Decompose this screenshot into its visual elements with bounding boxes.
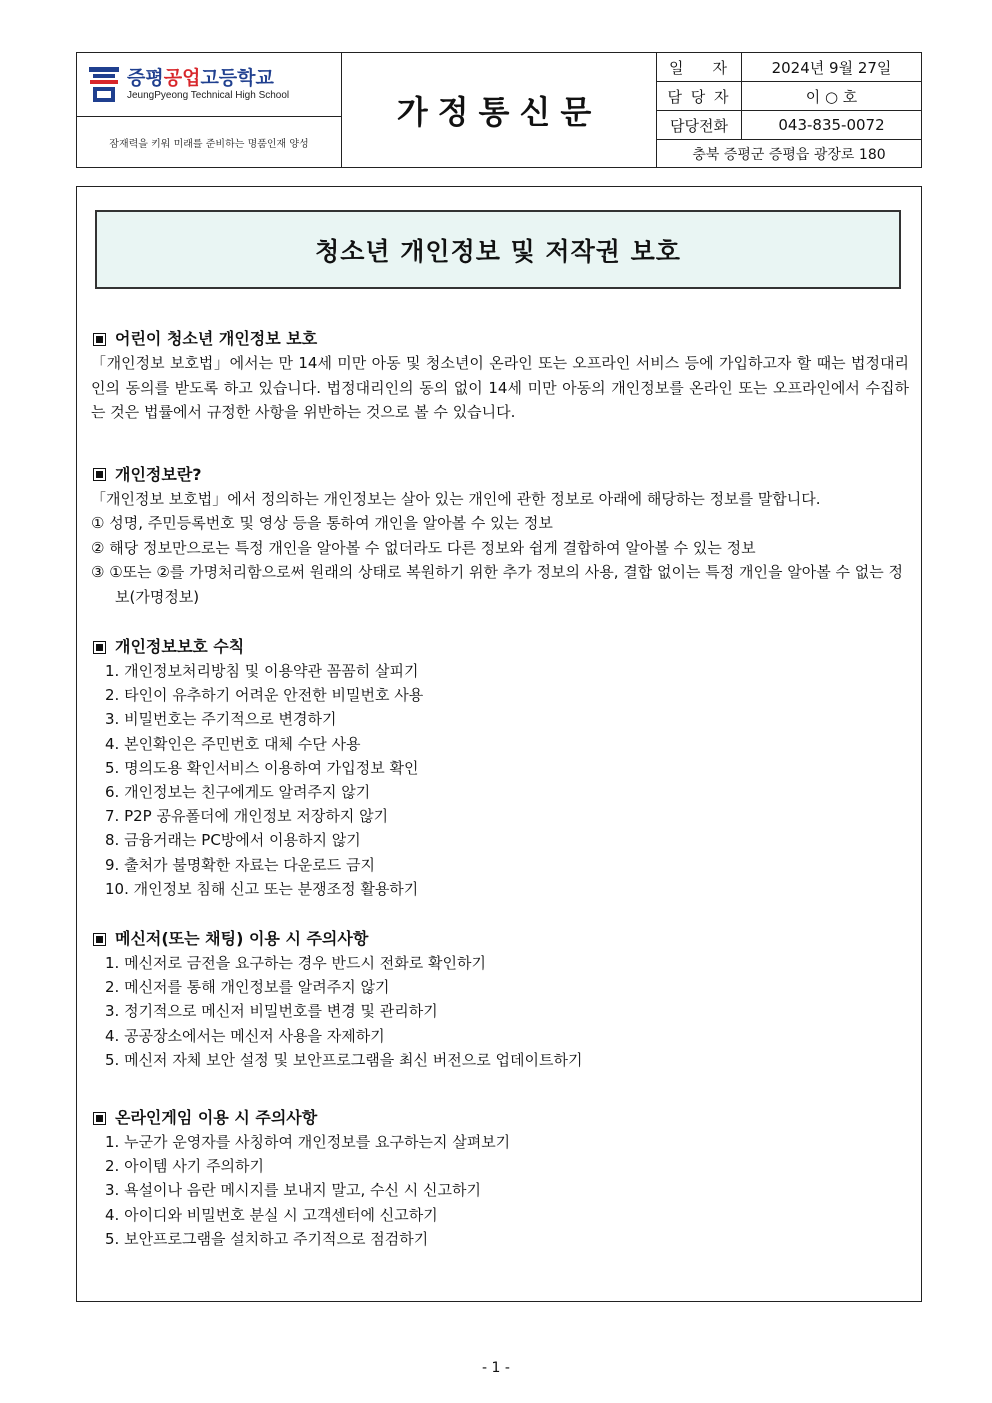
list-item: 9. 출처가 불명확한 자료는 다운로드 금지 <box>105 855 375 874</box>
square-bullet-icon <box>93 468 106 481</box>
school-logo-area <box>77 53 342 167</box>
list-item: 5. 보안프로그램을 설치하고 주기적으로 점검하기 <box>105 1229 429 1248</box>
section-body: 「개인정보 보호법」에서 정의하는 개인정보는 살아 있는 개인에 관한 정보로 아래에 해당하는 정보를 말합니다. <box>91 489 821 508</box>
document-title: 가정통신문 <box>396 93 602 131</box>
section-heading: 개인정보란? <box>91 463 909 487</box>
list-item: 1. 개인정보처리방침 및 이용약관 꼼꼼히 살피기 <box>105 662 419 680</box>
section-heading: 개인정보보호 수칙 <box>91 635 909 659</box>
square-bullet-icon <box>93 641 106 654</box>
school-motto: 잠재력을 키워 미래를 준비하는 명품인재 양성 <box>109 138 309 150</box>
list-item: 4. 아이디와 비밀번호 분실 시 고객센터에 신고하기 <box>105 1205 438 1224</box>
section-rules <box>91 635 909 901</box>
list-item: 3. 비밀번호는 주기적으로 변경하기 <box>105 710 337 729</box>
list-item: ① 성명, 주민등록번호 및 영상 등을 통하여 개인을 알아볼 수 있는 정보 <box>91 514 553 532</box>
section-definition <box>91 463 909 610</box>
section-body: 「개인정보 보호법」에서는 만 14세 미만 아동 및 청소년이 온라인 또는 오프라인 서비스 등에 가입하고자 할 때는 법정대리인의 동의를 받도록 하고 있습니다. 법정대리인의 동의 없이 14세 미만 아동의 개인정보를 온라인 또는 오프라인에서 수집하는 것은 법률에서 규정한 사항을 위반하는 것으로 볼 수 있습니다. <box>91 354 909 421</box>
info-label: 일 자 <box>657 53 742 81</box>
list-item: 4. 공공장소에서는 메신저 사용을 자제하기 <box>105 1026 385 1045</box>
info-value: 2024년 9월 27일 <box>771 58 892 77</box>
info-label: 담당전화 <box>657 111 742 139</box>
school-name-english: JeungPyeong Technical High School <box>127 89 290 101</box>
section-online-game <box>91 1106 909 1251</box>
section-heading: 온라인게임 이용 시 주의사항 <box>91 1106 909 1130</box>
list-item: 5. 메신저 자체 보안 설정 및 보안프로그램을 최신 버전으로 업데이트하기 <box>105 1050 583 1069</box>
info-label: 담 당 자 <box>657 82 742 110</box>
square-bullet-icon <box>93 1112 106 1125</box>
document-title-area <box>342 53 657 167</box>
content-box <box>76 186 922 1302</box>
list-item: 7. P2P 공유폴더에 개인정보 저장하지 않기 <box>105 807 389 826</box>
page-number: - 1 - <box>482 1360 510 1376</box>
info-row-date <box>657 53 921 82</box>
list-item: 2. 메신저를 통해 개인정보를 알려주지 않기 <box>105 978 390 997</box>
list-item: 4. 본인확인은 주민번호 대체 수단 사용 <box>105 734 361 753</box>
school-logo <box>77 53 341 117</box>
info-value: 043-835-0072 <box>778 116 885 134</box>
info-row-address <box>657 140 921 167</box>
list-item: 6. 개인정보는 친구에게도 알려주지 않기 <box>105 783 371 802</box>
list-item: 2. 아이템 사기 주의하기 <box>105 1157 265 1176</box>
square-bullet-icon <box>93 933 106 946</box>
list-item: 10. 개인정보 침해 신고 또는 분쟁조정 활용하기 <box>105 879 419 898</box>
section-heading: 어린이 청소년 개인정보 보호 <box>91 327 909 351</box>
list-item: 8. 금융거래는 PC방에서 이용하지 않기 <box>105 831 361 850</box>
section-heading: 메신저(또는 채팅) 이용 시 주의사항 <box>91 927 909 951</box>
list-item: 2. 타인이 유추하기 어려운 안전한 비밀번호 사용 <box>105 686 424 705</box>
list-item: 5. 명의도용 확인서비스 이용하여 가입정보 확인 <box>105 758 419 777</box>
list-item: ③ ①또는 ②를 가명처리함으로써 원래의 상태로 복원하기 위한 추가 정보의 사용, 결합 없이는 특정 개인을 알아볼 수 없는 정보(가명정보) <box>91 563 903 606</box>
list-item: 1. 누군가 운영자를 사칭하여 개인정보를 요구하는지 살펴보기 <box>105 1133 511 1152</box>
section-messenger <box>91 927 909 1072</box>
list-item: 3. 정기적으로 메신저 비밀번호를 변경 및 관리하기 <box>105 1002 438 1021</box>
square-bullet-icon <box>93 333 106 346</box>
list-item: 1. 메신저로 금전을 요구하는 경우 반드시 전화로 확인하기 <box>105 954 486 973</box>
info-table <box>657 53 921 167</box>
info-value: 이 ○ 호 <box>805 87 858 106</box>
main-title: 청소년 개인정보 및 저작권 보호 <box>95 210 901 289</box>
letter-header <box>76 52 922 168</box>
school-name: 증평공업고등학교 <box>127 66 274 89</box>
info-row-manager <box>657 82 921 111</box>
content-body <box>91 327 909 1251</box>
school-emblem-icon <box>87 65 121 105</box>
list-item: 3. 욕설이나 음란 메시지를 보내지 말고, 수신 시 신고하기 <box>105 1181 482 1200</box>
info-row-phone <box>657 111 921 140</box>
school-address: 충북 증평군 증평읍 광장로 180 <box>692 146 886 163</box>
list-item: ② 해당 정보만으로는 특정 개인을 알아볼 수 없더라도 다른 정보와 쉽게 결합하여 알아볼 수 있는 정보 <box>91 538 756 557</box>
section-child-privacy <box>91 327 909 425</box>
